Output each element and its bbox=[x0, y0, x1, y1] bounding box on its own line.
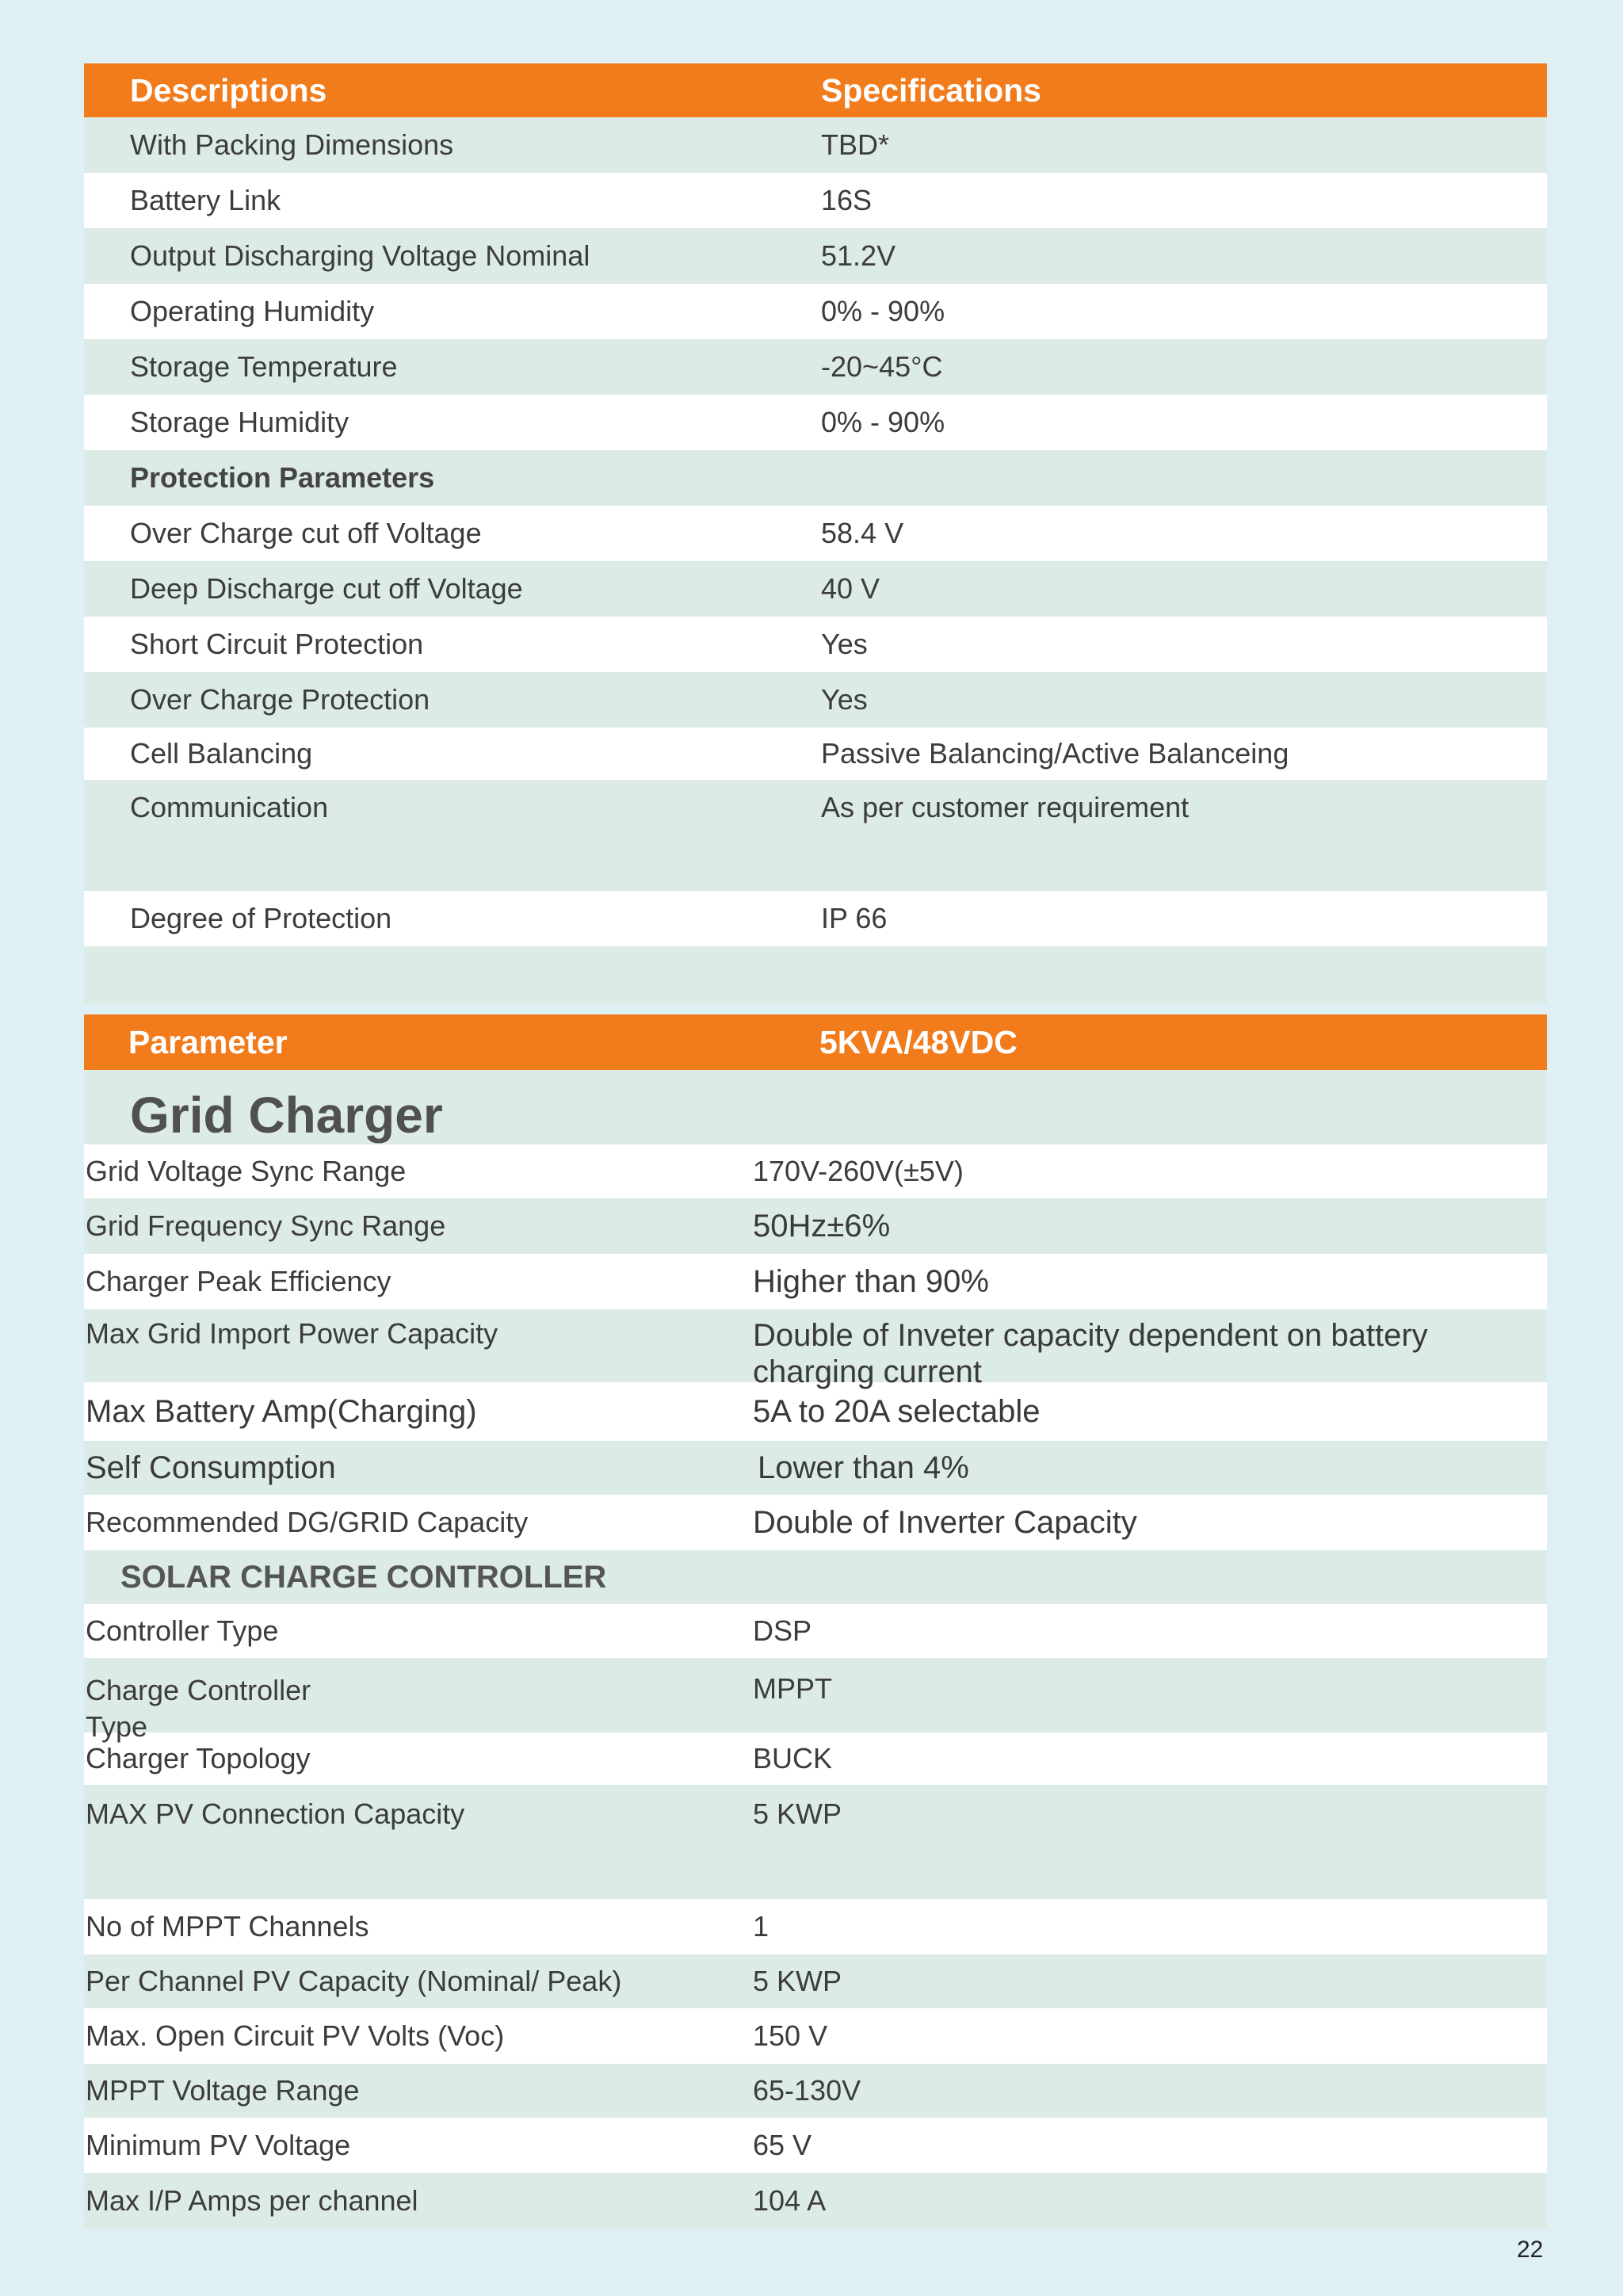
row-label: Storage Temperature bbox=[130, 350, 398, 383]
row-value: 51.2V bbox=[821, 239, 896, 272]
table-row bbox=[84, 1954, 1547, 2008]
table-row bbox=[84, 2173, 1547, 2229]
row-value: Yes bbox=[821, 628, 868, 660]
table-row bbox=[84, 561, 1547, 617]
row-value: 5A to 20A selectable bbox=[753, 1393, 1041, 1429]
table-row bbox=[84, 1254, 1547, 1309]
row-value: 58.4 V bbox=[821, 517, 904, 549]
table-row bbox=[84, 1495, 1547, 1550]
table-row bbox=[84, 395, 1547, 450]
section-row-solar bbox=[84, 1550, 1547, 1604]
table-row bbox=[84, 228, 1547, 284]
row-label: Max I/P Amps per channel bbox=[86, 2184, 418, 2217]
table-row bbox=[84, 728, 1547, 780]
row-label: Charge Controller Type bbox=[86, 1674, 311, 1743]
table-row bbox=[84, 1382, 1547, 1441]
row-label: Grid Frequency Sync Range bbox=[86, 1209, 446, 1242]
row-value: Higher than 90% bbox=[753, 1263, 989, 1299]
page-number: 22 bbox=[1517, 2237, 1544, 2263]
table-row bbox=[84, 339, 1547, 395]
table-row bbox=[84, 173, 1547, 228]
row-value: MPPT bbox=[753, 1672, 833, 1705]
header-parameter: Parameter bbox=[128, 1023, 288, 1060]
empty-row bbox=[84, 946, 1547, 1003]
table-row bbox=[84, 117, 1547, 173]
row-value: 50Hz±6% bbox=[753, 1208, 891, 1244]
row-value: 5 KWP bbox=[753, 1797, 842, 1830]
row-value: 150 V bbox=[753, 2019, 828, 2052]
row-label: Grid Voltage Sync Range bbox=[86, 1155, 407, 1187]
section-title-grid-charger: Grid Charger bbox=[130, 1087, 443, 1144]
row-label: Communication bbox=[130, 791, 329, 823]
row-label: Operating Humidity bbox=[130, 295, 375, 327]
row-label: Minimum PV Voltage bbox=[86, 2129, 351, 2161]
row-label: MPPT Voltage Range bbox=[86, 2074, 360, 2107]
table-header bbox=[84, 1014, 1547, 1070]
row-label: Recommended DG/GRID Capacity bbox=[86, 1506, 529, 1538]
row-label: Short Circuit Protection bbox=[130, 628, 424, 660]
row-label: Over Charge cut off Voltage bbox=[130, 517, 482, 549]
table-row bbox=[84, 1144, 1547, 1198]
parameter-table bbox=[84, 1014, 1547, 2229]
specifications-table bbox=[84, 63, 1547, 1003]
table-row bbox=[84, 2064, 1547, 2118]
row-label: Self Consumption bbox=[86, 1450, 336, 1485]
table-row bbox=[84, 284, 1547, 339]
row-label: Output Discharging Voltage Nominal bbox=[130, 239, 590, 272]
row-value: 65 V bbox=[753, 2129, 812, 2161]
table-row bbox=[84, 617, 1547, 672]
row-label: Battery Link bbox=[130, 184, 281, 216]
row-label: Max Grid Import Power Capacity bbox=[86, 1317, 498, 1350]
row-label: Cell Balancing bbox=[130, 737, 313, 770]
row-value: Passive Balancing/Active Balanceing bbox=[821, 737, 1289, 770]
row-value: 16S bbox=[821, 184, 873, 216]
table-row bbox=[84, 2008, 1547, 2064]
row-label: With Packing Dimensions bbox=[130, 128, 454, 161]
row-value: -20~45°C bbox=[821, 350, 943, 383]
section-title-solar: SOLAR CHARGE CONTROLLER bbox=[120, 1559, 607, 1595]
row-label: Storage Humidity bbox=[130, 406, 349, 438]
section-label: Protection Parameters bbox=[130, 461, 435, 494]
row-label: Deep Discharge cut off Voltage bbox=[130, 572, 523, 605]
row-value: Yes bbox=[821, 683, 868, 716]
row-label: Per Channel PV Capacity (Nominal/ Peak) bbox=[86, 1965, 622, 1997]
row-value: 5 KWP bbox=[753, 1965, 842, 1997]
row-label: Over Charge Protection bbox=[130, 683, 430, 716]
table-row bbox=[84, 1309, 1547, 1389]
row-value: IP 66 bbox=[821, 902, 888, 934]
table-row bbox=[84, 1899, 1547, 1954]
row-value: 65-130V bbox=[753, 2074, 861, 2107]
row-label: MAX PV Connection Capacity bbox=[86, 1797, 465, 1830]
row-value: 1 bbox=[753, 1910, 769, 1943]
row-value: 0% - 90% bbox=[821, 295, 945, 327]
table-row bbox=[84, 2118, 1547, 2173]
header-descriptions: Descriptions bbox=[130, 71, 327, 109]
table-row bbox=[84, 1441, 1547, 1495]
row-value: TBD* bbox=[821, 128, 890, 161]
table-row bbox=[84, 891, 1547, 946]
row-label: Max. Open Circuit PV Volts (Voc) bbox=[86, 2019, 505, 2052]
row-label: Charger Topology bbox=[86, 1742, 311, 1775]
row-label: Controller Type bbox=[86, 1614, 279, 1647]
table-row bbox=[84, 1198, 1547, 1254]
row-value: Double of Inveter capacity dependent on battery charging current bbox=[753, 1318, 1428, 1389]
table-header bbox=[84, 63, 1547, 117]
table-row bbox=[84, 672, 1547, 728]
row-value: BUCK bbox=[753, 1742, 833, 1775]
row-value: As per customer requirement bbox=[821, 791, 1190, 823]
table-row bbox=[84, 1604, 1547, 1658]
row-label: Charger Peak Efficiency bbox=[86, 1265, 391, 1297]
row-value: Lower than 4% bbox=[758, 1450, 969, 1485]
table-row bbox=[84, 1785, 1547, 1899]
row-value: DSP bbox=[753, 1614, 812, 1647]
section-row-grid-charger bbox=[84, 1070, 1547, 1144]
table-row bbox=[84, 506, 1547, 561]
row-value: 40 V bbox=[821, 572, 880, 605]
section-row-protection bbox=[84, 450, 1547, 506]
row-label: Degree of Protection bbox=[130, 902, 392, 934]
row-value: 170V-260V(±5V) bbox=[753, 1155, 964, 1187]
row-value: Double of Inverter Capacity bbox=[753, 1504, 1137, 1540]
row-label: Max Battery Amp(Charging) bbox=[86, 1393, 477, 1429]
header-rating: 5KVA/48VDC bbox=[819, 1023, 1018, 1060]
header-specifications: Specifications bbox=[821, 71, 1041, 109]
row-label: No of MPPT Channels bbox=[86, 1910, 369, 1943]
table-row bbox=[84, 1658, 1547, 1743]
row-value: 0% - 90% bbox=[821, 406, 945, 438]
row-value: 104 A bbox=[753, 2184, 827, 2217]
table-row bbox=[84, 780, 1547, 891]
